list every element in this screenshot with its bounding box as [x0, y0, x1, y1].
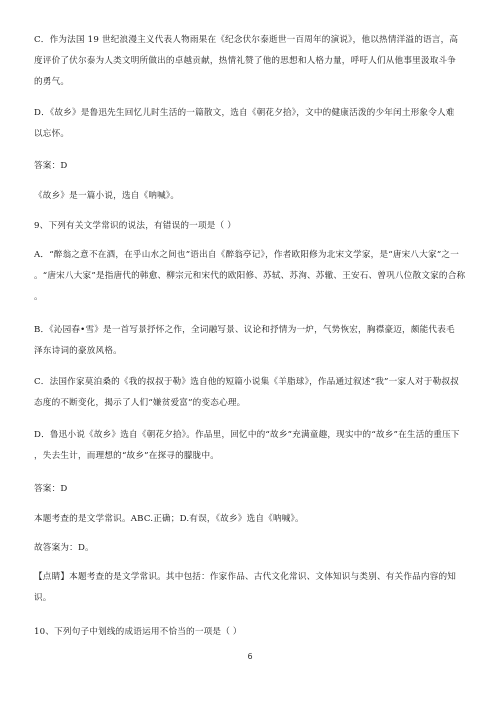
- text-line: D．《故乡》是鲁迅先生回忆儿时生活的一篇散文，选自《朝花夕拾》，文中的健康活泼的少年闰土形象令人难: [34, 108, 455, 118]
- page-number: 6: [247, 652, 253, 661]
- text-line: 故答案为：D。: [34, 543, 94, 553]
- option-b-paragraph: [34, 320, 470, 362]
- text-line: D．鲁迅小说《故乡》选自《朝花夕拾》。作品里，回忆中的“故乡”充满童趣，现实中的“故乡”在生活的重压下: [34, 430, 460, 440]
- question-9-stem: [34, 216, 470, 237]
- answer-line: [34, 156, 470, 177]
- text-line: 度评价了伏尔泰为人类文明所做出的卓越贡献，热情礼赞了他的思想和人格力量，呼吁人们从他事里汲取斗争: [34, 56, 457, 66]
- text-line: 的勇气。: [34, 77, 70, 87]
- text-line: C．作为法国 19 世纪浪漫主义代表人物雨果在《纪念伏尔泰逝世一百周年的演说》，他以热情洋溢的语言，高: [34, 35, 459, 45]
- option-a-paragraph: [34, 245, 470, 308]
- text-line: ，失去生计，而理想的“故乡”在探寻的朦胧中。: [34, 451, 220, 461]
- option-c-paragraph-2: [34, 372, 470, 414]
- question-10-stem: [34, 622, 470, 643]
- answer-line-2: [34, 479, 470, 500]
- text-line: 态度的不断变化，揭示了人们“嫌贫爱富”的变态心理。: [34, 398, 246, 408]
- option-d-paragraph-2: [34, 425, 470, 467]
- text-line: 9、下列有关文学常识的说法，有错误的一项是（ ）: [34, 221, 237, 231]
- key-point-paragraph: [34, 567, 470, 609]
- conclusion-line: [34, 538, 470, 559]
- text-line: A．“醉翁之意不在酒，在乎山水之间也”语出自《醉翁亭记》，作者欧阳修为北宋文学家，是“唐宋八大家”之一: [34, 250, 459, 260]
- text-line: 本题考查的是文学常识。ABC.正确；D.有误，《故乡》选自《呐喊》。: [34, 514, 304, 524]
- text-line: 泽东诗词的豪放风格。: [34, 346, 122, 356]
- text-line: 答案：D: [34, 484, 68, 494]
- text-line: 以忘怀。: [34, 129, 70, 139]
- explanation-line-2: [34, 509, 470, 530]
- text-line: 【点睛】本题考查的是文学常识。其中包括：作家作品、古代文化常识、文体知识与类别、有关作品内容的知: [34, 572, 457, 582]
- option-c-paragraph: [34, 30, 470, 93]
- text-line: 识。: [34, 593, 52, 603]
- explanation-line: [34, 186, 470, 207]
- text-line: 。: [34, 292, 43, 302]
- text-line: C．法国作家莫泊桑的《我的叔叔于勒》选自他的短篇小说集《羊脂球》，作品通过叙述“我”一家人对于勒叔叔: [34, 377, 459, 387]
- text-line: B．《沁园春•雪》是一首写景抒怀之作，全词融写景、议论和抒情为一炉，气势恢宏，胸襟豪迈，颇能代表毛: [34, 325, 455, 335]
- text-line: 答案：D: [34, 161, 68, 171]
- text-line: 。“唐宋八大家”是指唐代的韩愈、柳宗元和宋代的欧阳修、苏轼、苏洵、苏辙、王安石、曾巩八位散文家的合称: [34, 271, 466, 281]
- option-d-paragraph: [34, 103, 470, 145]
- text-line: 10、下列句子中划线的成语运用不恰当的一项是（ ）: [34, 627, 242, 637]
- text-line: 《故乡》是一篇小说，选自《呐喊》。: [34, 191, 180, 201]
